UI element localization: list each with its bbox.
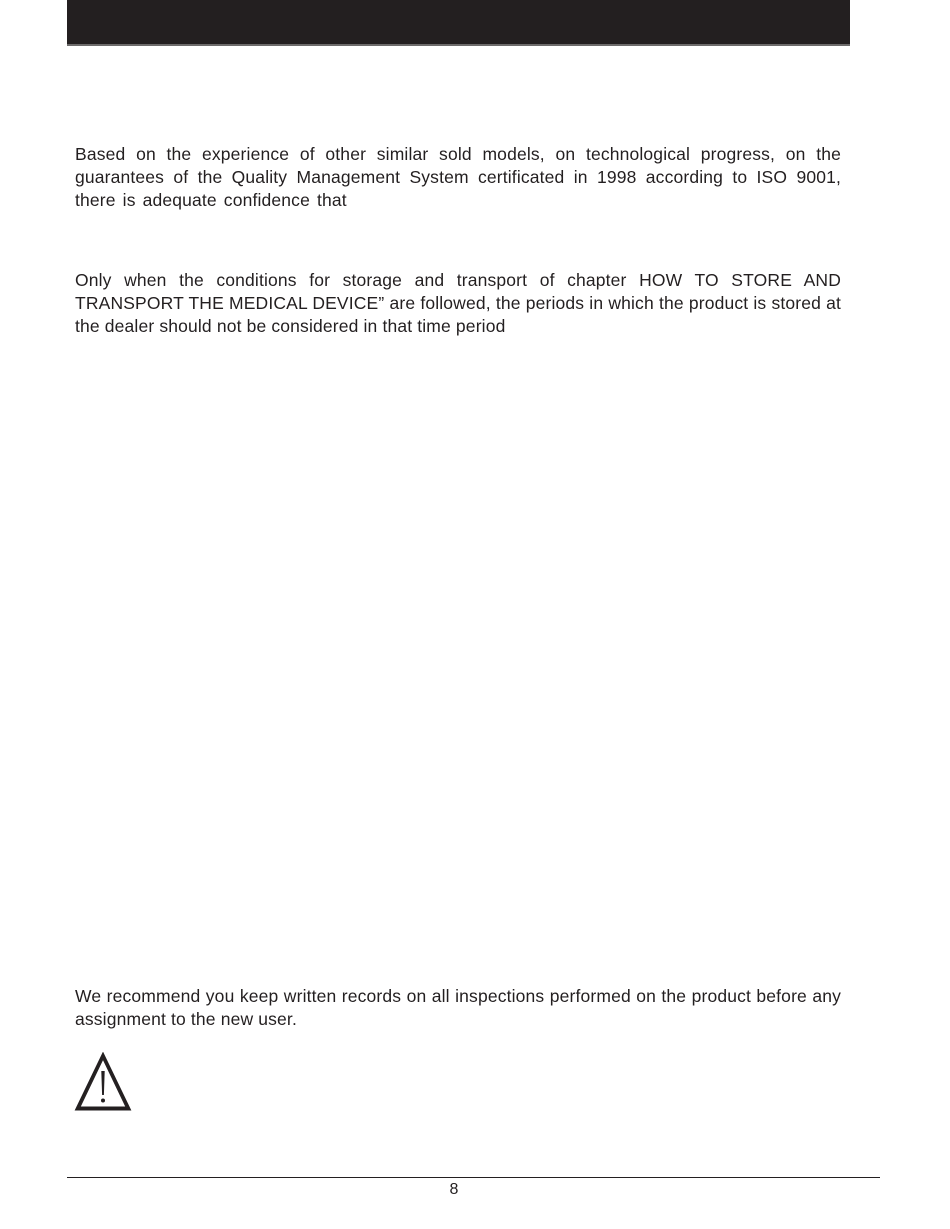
footer-rule <box>67 1177 880 1178</box>
page-number: 8 <box>449 1181 459 1198</box>
warning-triangle-icon <box>74 1052 132 1112</box>
paragraph-inspection-records: We recommend you keep written records on all inspections performed on the product before any assignment to the new user. <box>75 986 841 1029</box>
paragraph-storage-transport: Only when the conditions for storage and transport of chapter HOW TO STORE AND TRANSPORT THE MEDICAL DEVICE” are followed, the periods in which the product is stored at the dealer should not be considered in that time period <box>75 270 841 336</box>
paragraph-quality-confidence: Based on the experience of other similar sold models, on technological progress, on the guarantees of the Quality Management System certificated in 1998 according to ISO 9001, there is adequate confidence that <box>75 144 841 210</box>
header-bar <box>67 0 850 46</box>
